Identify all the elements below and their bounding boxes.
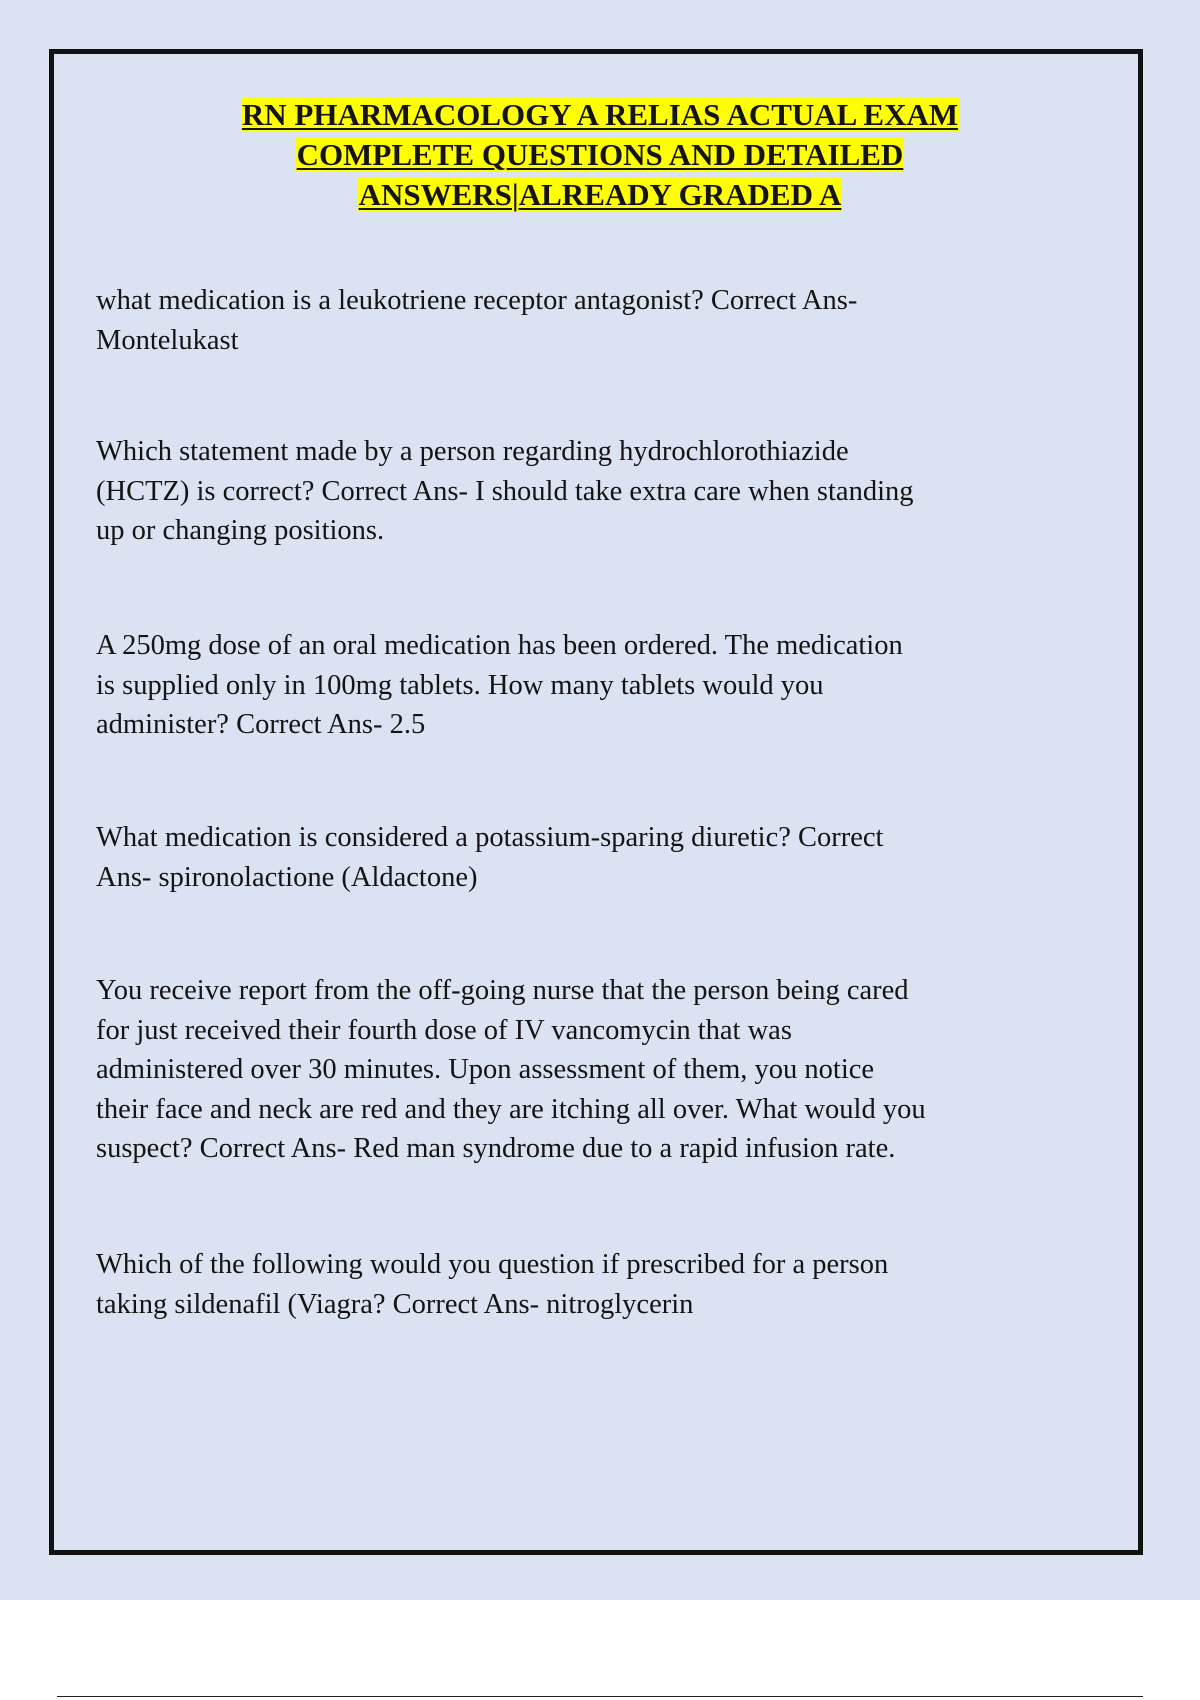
qa-line: for just received their fourth dose of IV vancomycin that was [96, 1014, 792, 1046]
title-line: COMPLETE QUESTIONS AND DETAILED [296, 137, 904, 172]
qa-item-diuretic [96, 818, 1096, 897]
qa-line: up or changing positions. [96, 515, 385, 546]
title-line: ANSWERS|ALREADY GRADED A [358, 177, 842, 212]
qa-item-hctz [96, 432, 1096, 551]
qa-item-leukotriene [96, 281, 1096, 360]
title-line: RN PHARMACOLOGY A RELIAS ACTUAL EXAM [241, 97, 959, 132]
footer-divider [57, 1696, 1143, 1697]
qa-line: Montelukast [96, 324, 239, 356]
qa-line: administer? Correct Ans- 2.5 [96, 709, 426, 740]
qa-line: suspect? Correct Ans- Red man syndrome due to a rapid infusion rate. [96, 1133, 896, 1164]
qa-line: Which of the following would you question if prescribed for a person [96, 1249, 889, 1280]
qa-line: their face and neck are red and they are itching all over. What would you [96, 1093, 926, 1125]
qa-line: what medication is a leukotriene receptor antagonist? Correct Ans- [96, 285, 858, 316]
qa-line: is supplied only in 100mg tablets. How many tablets would you [96, 669, 824, 701]
qa-line: (HCTZ) is correct? Correct Ans- I should take extra care when standing [96, 475, 914, 507]
qa-item-dosage [96, 626, 1096, 745]
qa-line: What medication is considered a potassium-sparing diuretic? Correct [96, 822, 884, 853]
qa-item-sildenafil [96, 1245, 1096, 1324]
qa-line: taking sildenafil (Viagra? Correct Ans- nitroglycerin [96, 1288, 694, 1320]
page-border-frame [49, 49, 1143, 1555]
document-title [0, 95, 1200, 215]
qa-line: Which statement made by a person regarding hydrochlorothiazide [96, 436, 849, 467]
qa-item-vancomycin [96, 971, 1096, 1169]
qa-line: A 250mg dose of an oral medication has been ordered. The medication [96, 630, 903, 661]
qa-line: You receive report from the off-going nurse that the person being cared [96, 975, 909, 1006]
qa-line: Ans- spironolactione (Aldactone) [96, 861, 478, 893]
qa-line: administered over 30 minutes. Upon assessment of them, you notice [96, 1054, 875, 1085]
